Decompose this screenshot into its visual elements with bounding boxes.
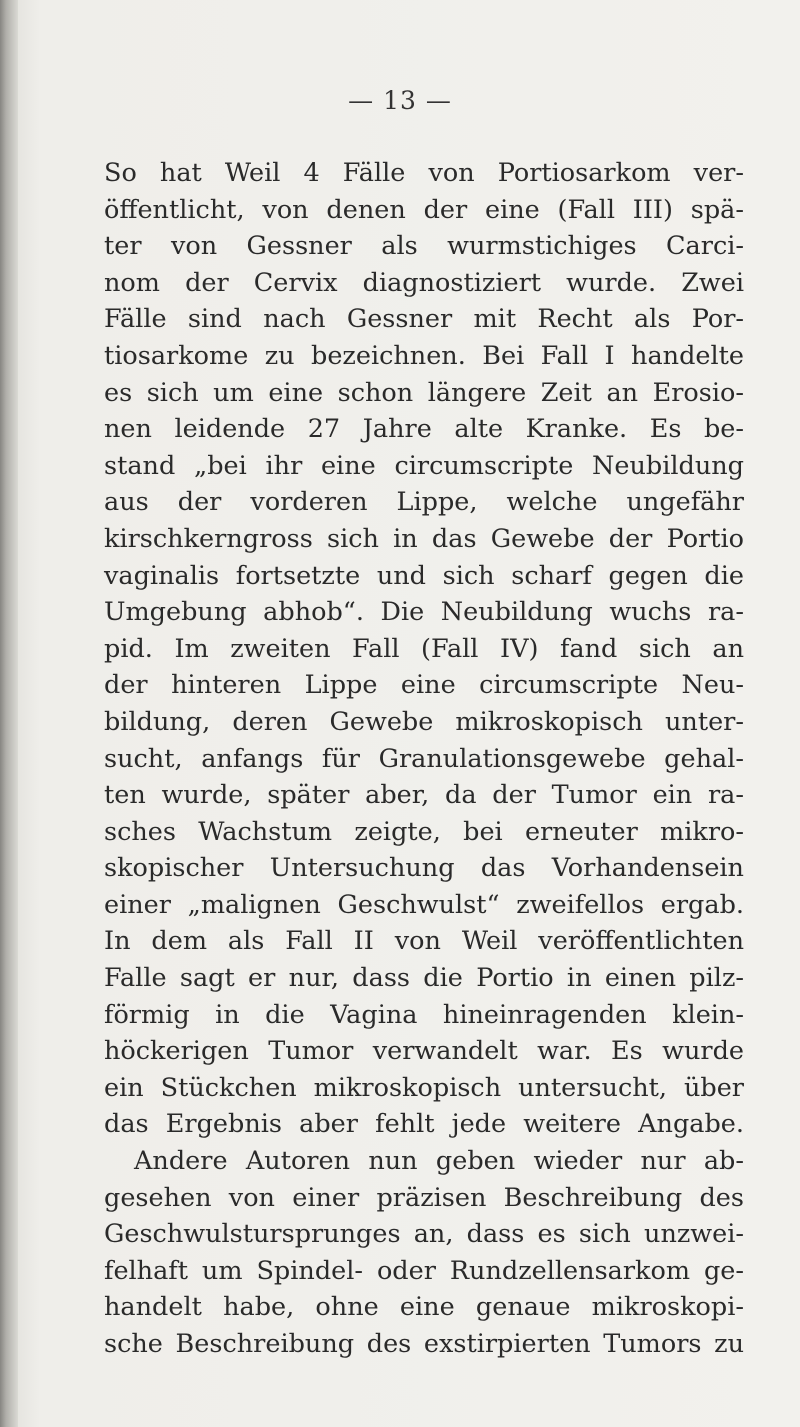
text-line: ten wurde, später aber, da der Tumor ein ra- — [104, 780, 744, 811]
text-line: sche Beschreibung des exstirpierten Tumors zu — [104, 1329, 744, 1359]
text-line: skopischer Untersuchung das Vorhandensein — [104, 853, 744, 884]
text-line: der hinteren Lippe eine circumscripte Neu- — [104, 670, 744, 701]
text-line: gesehen von einer präzisen Beschreibung des — [104, 1182, 744, 1213]
text-line: bildung, deren Gewebe mikroskopisch unter- — [104, 706, 744, 737]
text-line: ein Stückchen mikroskopisch untersucht, über — [104, 1072, 744, 1103]
text-line: höckerigen Tumor verwandelt war. Es wurde — [104, 1036, 744, 1067]
binding-shadow — [0, 0, 18, 1427]
text-line: einer „malignen Geschwulst“ zweifellos ergab. — [104, 889, 744, 920]
text-line: So hat Weil 4 Fälle von Portiosarkom ver- — [104, 158, 744, 188]
text-line: In dem als Fall II von Weil veröffentlichten — [104, 926, 744, 957]
text-line: nom der Cervix diagnostiziert wurde. Zwei — [104, 267, 744, 298]
text-line: tiosarkome zu bezeichnen. Bei Fall I handelte — [104, 340, 744, 371]
text-line: Falle sagt er nur, dass die Portio in einen pilz- — [104, 963, 744, 994]
text-line: stand „bei ihr eine circumscripte Neubildung — [104, 450, 744, 481]
text-line: pid. Im zweiten Fall (Fall IV) fand sich an — [104, 633, 744, 664]
text-line: das Ergebnis aber fehlt jede weitere Angabe. — [104, 1109, 744, 1140]
text-line: öffentlicht, von denen der eine (Fall III) spä- — [104, 194, 744, 225]
text-line: sches Wachstum zeigte, bei erneuter mikro- — [104, 816, 744, 847]
page-number: — 13 — — [348, 86, 452, 115]
text-line: kirschkerngross sich in das Gewebe der Portio — [104, 523, 744, 554]
text-line: sucht, anfangs für Granulationsgewebe gehal- — [104, 743, 744, 774]
text-line: vaginalis fortsetzte und sich scharf gegen die — [104, 560, 744, 591]
text-line: aus der vorderen Lippe, welche ungefähr — [104, 487, 744, 518]
text-line: Geschwulstursprunges an, dass es sich unzwei- — [104, 1219, 744, 1250]
text-line: ter von Gessner als wurmstichiges Carci- — [104, 231, 744, 262]
text-line: Fälle sind nach Gessner mit Recht als Por- — [104, 304, 744, 335]
body-text — [104, 155, 744, 1363]
text-line: nen leidende 27 Jahre alte Kranke. Es be- — [104, 414, 744, 445]
text-line: Andere Autoren nun geben wieder nur ab- — [134, 1146, 744, 1177]
text-line: förmig in die Vagina hineinragenden klein- — [104, 999, 744, 1030]
text-line: es sich um eine schon längere Zeit an Erosio- — [104, 377, 744, 408]
text-line: felhaft um Spindel- oder Rundzellensarkom ge- — [104, 1255, 744, 1286]
text-line: handelt habe, ohne eine genaue mikroskopi- — [104, 1292, 744, 1323]
text-line: Umgebung abhob“. Die Neubildung wuchs ra- — [104, 597, 744, 628]
